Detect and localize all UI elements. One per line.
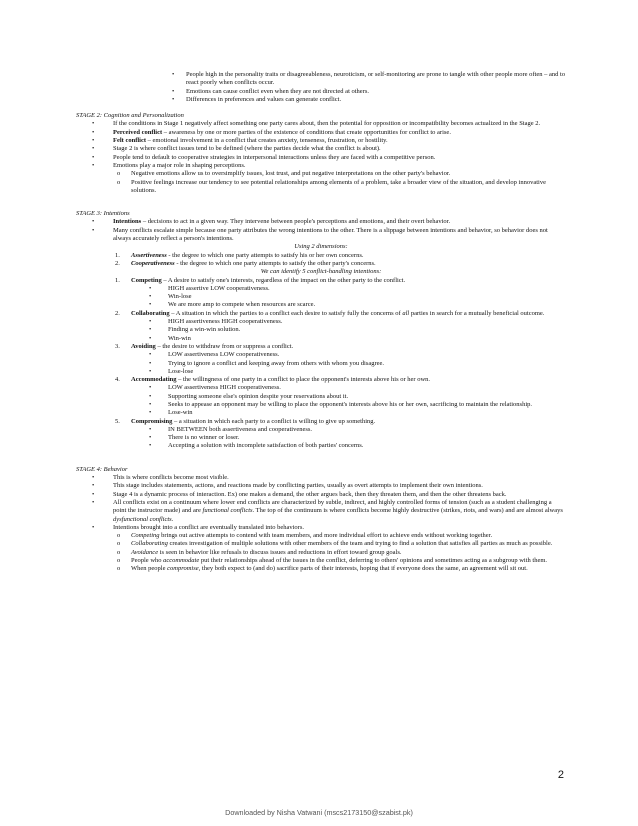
list-item: 2. Cooperativeness - the degree to which one party attempts to satisfy the other party's concerns.: [115, 259, 376, 267]
sub-list-item: • Supporting someone else's opinion despite your reservations about it.: [149, 392, 349, 400]
sub-list-item: • IN BETWEEN both assertiveness and cooperativeness.: [149, 425, 313, 433]
list-item: • Perceived conflict – awareness by one or more parties of the existence of conditions that create opportunities for conflict to arise.: [92, 128, 451, 136]
sub-list-item: o People who accommodate put their relationships ahead of the issues in the conflict, deferring to others' opinions and sometimes acting as a subgroup with them.: [117, 557, 548, 565]
sub-list-item: o Negative emotions allow us to oversimplify issues, lost trust, and put negative interpretations on the other party's behavior.: [117, 170, 451, 178]
list-item: 1. Assertiveness - the degree to which one party attempts to satisfy his or her own concerns.: [115, 251, 364, 259]
list-item: • Emotions can cause conflict even when they are not directed at others.: [172, 87, 370, 95]
list-item: 4. Accommodating – the willingness of one party in a conflict to place the opponent's interests above his or her own.: [115, 376, 431, 384]
sub-list-item: • Lose-lose: [149, 367, 194, 375]
sub-list-item: • Lose-win: [149, 409, 193, 417]
download-footer: Downloaded by Nisha Vatwani (mscs2173150@szabist.pk): [225, 808, 413, 817]
modes-heading: We can identify 5 conflict-handling intentions:: [260, 268, 382, 276]
list-item: • Many conflicts escalate simple because one party attributes the wrong intentions to the other. There is a slippage between intentions and behavior, so behavior does not always accurately reflect a person's intentions.: [92, 226, 548, 243]
section-heading-stage3: STAGE 3: Intentions: [76, 210, 130, 218]
sub-list-item: • Accepting a solution with incomplete satisfaction of both parties' concerns.: [149, 442, 364, 450]
list-item: 2. Collaborating – A situation in which the parties to a conflict each desire to satisfy fully the concerns of all parties in search for a mutually beneficial outcome.: [115, 309, 545, 317]
sub-list-item: o Collaborating creates investigation of multiple solutions with other members of the team and trying to find a solution that satisfies all parties as much as possible.: [117, 540, 553, 548]
list-item: • Felt conflict – emotional involvement in a conflict that creates anxiety, tenseness, frustration, or hostility.: [92, 137, 388, 145]
list-item: • People high in the personality traits or disagreeableness, neuroticism, or self-monitoring are prone to tangle with other people more often – and to react poorly when conflicts occur.: [172, 71, 566, 87]
document-body: [76, 71, 566, 574]
list-item: • This stage includes statements, actions, and reactions made by conflicting parties, usually as overt attempts to implement their own intentions.: [92, 482, 483, 490]
page-number: 2: [557, 769, 564, 781]
section-heading-stage2: STAGE 2: Cognition and Personalization: [76, 112, 184, 120]
list-item: • Intentions – decisions to act in a given way. They intervene between people's perceptions and emotions, and their overt behavior.: [92, 218, 451, 226]
list-item: • Emotions play a major role in shaping perceptions.: [92, 161, 246, 169]
list-item: 5. Compromising – a situation in which each party to a conflict is willing to give up something.: [115, 417, 376, 425]
sub-list-item: • Seeks to appease an opponent may be willing to place the opponent's interests above his or her own, sacrificing to maintain the relationship.: [149, 400, 532, 408]
section-heading-stage4: STAGE 4: Behavior: [76, 465, 128, 473]
list-item: • Differences in preferences and values can generate conflict.: [172, 95, 342, 103]
sub-list-item: o Positive feelings increase our tendency to see potential relationships among elements of a problem, take a broader view of the situation, and develop innovative solutions.: [117, 178, 546, 194]
sub-list-item: • There is no winner or loser.: [149, 434, 240, 442]
list-item: • This is where conflicts become most visible.: [92, 474, 229, 482]
sub-list-item: • We are more amp to compete when resources are scarce.: [149, 301, 316, 309]
sub-list-item: • LOW assertiveness LOW cooperativeness.: [149, 351, 280, 359]
list-item: • People tend to default to cooperative strategies in interpersonal interactions unless they are faced with a competitive person.: [92, 153, 436, 161]
sub-list-item: o Competing brings out active attempts to contend with team members, and more individual effort to achieve ends without working together.: [117, 532, 493, 540]
sub-list-item: • Trying to ignore a conflict and keeping away from others with whom you disagree.: [149, 359, 385, 367]
list-item: • Stage 4 is a dynamic process of interaction. Ex) one makes a demand, the other argues back, then they threaten them, and then the other threatens back.: [92, 490, 507, 498]
sub-list-item: o Avoidance is seen in behavior like refusals to discuss issues and reductions in effort toward group goals.: [117, 548, 402, 556]
list-item: • Stage 2 is where conflict issues tend to be defined (where the parties decide what the conflict is about).: [92, 145, 381, 153]
sub-list-item: o When people compromise, they both expect to (and do) sacrifice parts of their interests, hoping that if everyone does the same, an agreement will sit out.: [117, 565, 528, 573]
list-item: • If the conditions in Stage 1 negatively affect something one party cares about, then the potential for opposition or incompatibility becomes actualized in the Stage 2.: [92, 120, 541, 128]
dimensions-heading: Using 2 dimensions:: [294, 243, 348, 251]
sub-list-item: • Win-lose: [149, 293, 192, 301]
sub-list-item: • LOW assertiveness HIGH cooperativeness.: [149, 384, 281, 392]
sub-list-item: • HIGH assertive LOW cooperativeness.: [149, 284, 270, 292]
sub-list-item: • HIGH assertiveness HIGH cooperativeness.: [149, 318, 283, 326]
list-item: 3. Avoiding – the desire to withdraw from or suppress a conflict.: [115, 342, 294, 350]
sub-list-item: • Win-win: [149, 334, 191, 342]
sub-list-item: • Finding a win-win solution.: [149, 326, 241, 334]
list-item: • Intentions brought into a conflict are eventually translated into behaviors.: [92, 523, 304, 531]
list-item: 1. Competing – A desire to satisfy one's interests, regardless of the impact on the other party to the conflict.: [115, 276, 406, 284]
list-item: • All conflicts exist on a continuum where lower end conflicts are characterized by subtle, indirect, and highly controlled forms of tension (such as a student challenging a point the instructor made) and are functional conflicts. The top of the continuum is where conflicts become highly destructive (strikes, riots, and wars) and are almost always dysfunctional conflicts.: [92, 498, 563, 523]
